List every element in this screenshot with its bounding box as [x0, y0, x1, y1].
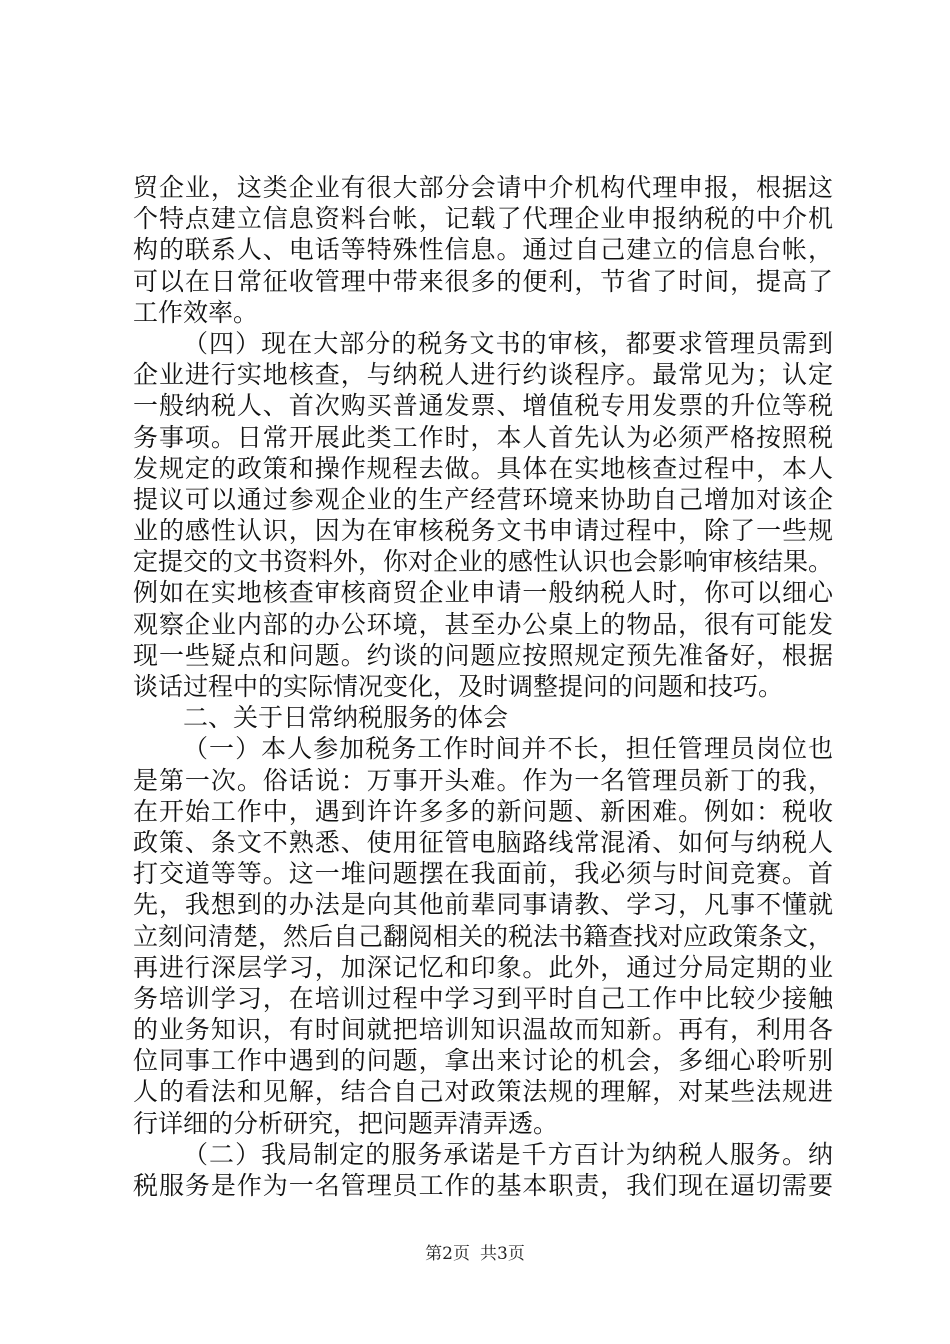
text-line: 行详细的分析研究，把问题弄清弄透。 [133, 1108, 559, 1138]
text-line: 定提交的文书资料外，你对企业的感性认识也会影响审核结果。 [133, 547, 834, 577]
text-line: （一）本人参加税务工作时间并不长，担任管理员岗位也 [183, 734, 833, 764]
text-line: 位同事工作中遇到的问题，拿出来讨论的机会，多细心聆听别 [133, 1046, 833, 1076]
page-total: 共3页 [480, 1244, 525, 1264]
text-line: （二）我局制定的服务承诺是千方百计为纳税人服务。纳 [183, 1139, 833, 1169]
page-footer [0, 1244, 950, 1264]
text-line: 的业务知识，有时间就把培训知识温故而知新。再有，利用各 [133, 1015, 833, 1045]
text-line: 可以在日常征收管理中带来很多的便利，节省了时间，提高了 [133, 266, 833, 296]
text-line: 人的看法和见解，结合自己对政策法规的理解，对某些法规进 [133, 1077, 833, 1107]
text-line: 税服务是作为一名管理员工作的基本职责，我们现在逼切需要 [133, 1171, 833, 1200]
text-line: 工作效率。 [133, 297, 259, 327]
text-line: 务培训学习，在培训过程中学习到平时自己工作中比较少接触 [133, 983, 833, 1013]
text-line: 个特点建立信息资料台帐，记载了代理企业申报纳税的中介机 [133, 204, 833, 234]
text-line: 是第一次。俗话说：万事开头难。作为一名管理员新丁的我， [133, 765, 833, 795]
text-line: 政策、条文不熟悉、使用征管电脑路线常混淆、如何与纳税人 [133, 827, 833, 857]
text-line: 先，我想到的办法是向其他前辈同事请教、学习，凡事不懂就 [133, 890, 833, 920]
page-number: 第2页 [425, 1244, 470, 1264]
text-line: 构的联系人、电话等特殊性信息。通过自己建立的信息台帐， [133, 235, 833, 265]
text-line: 贸企业，这类企业有很大部分会请中介机构代理申报，根据这 [133, 173, 833, 202]
text-line: 企业进行实地核查，与纳税人进行约谈程序。最常见为；认定 [133, 360, 833, 390]
section-heading: 二、关于日常纳税服务的体会 [183, 703, 509, 733]
text-line: 在开始工作中，遇到许许多多的新问题、新困难。例如：税收 [133, 796, 833, 826]
text-line: 打交道等等。这一堆问题摆在我面前，我必须与时间竞赛。首 [133, 859, 833, 889]
document-body [133, 172, 833, 1201]
text-line: 观察企业内部的办公环境，甚至办公桌上的物品，很有可能发 [133, 609, 833, 639]
text-line: 提议可以通过参观企业的生产经营环境来协助自己增加对该企 [133, 484, 833, 514]
text-line: 谈话过程中的实际情况变化，及时调整提问的问题和技巧。 [133, 672, 784, 701]
text-line: 例如在实地核查审核商贸企业申请一般纳税人时，你可以细心 [133, 578, 833, 608]
text-line: 立刻问清楚，然后自己翻阅相关的税法书籍查找对应政策条文， [133, 921, 834, 951]
text-line: 业的感性认识，因为在审核税务文书申请过程中，除了一些规 [133, 516, 833, 546]
text-line: 一般纳税人、首次购买普通发票、增值税专用发票的升位等税 [133, 391, 833, 421]
text-line: 发规定的政策和操作规程去做。具体在实地核查过程中，本人 [133, 453, 833, 483]
text-line: （四）现在大部分的税务文书的审核，都要求管理员需到 [183, 328, 833, 358]
text-line: 务事项。日常开展此类工作时，本人首先认为必须严格按照税 [133, 422, 833, 452]
text-line: 现一些疑点和问题。约谈的问题应按照规定预先准备好，根据 [133, 640, 833, 670]
text-line: 再进行深层学习，加深记忆和印象。此外，通过分局定期的业 [133, 952, 833, 982]
